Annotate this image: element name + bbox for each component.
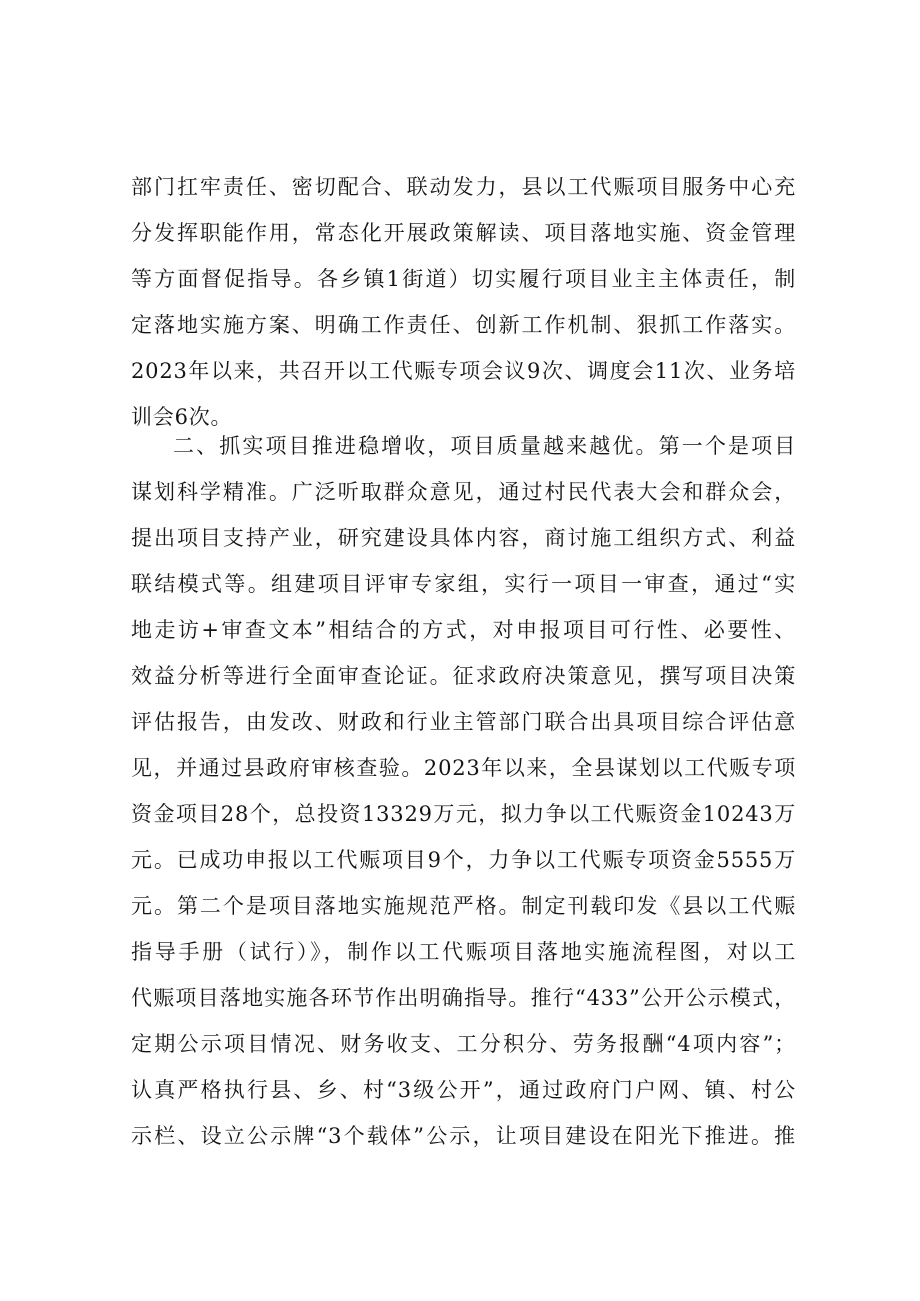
paragraph-line: 指导手册（试行）》，制作以工代赈项目落地实施流程图，对以工: [131, 940, 796, 964]
paragraph-line-first: 二、抓实项目推进稳增收，项目质量越来越优。第一个是项目: [173, 434, 796, 458]
paragraph-line: 分发挥职能作用，常态化开展政策解读、项目落地实施、资金管理: [131, 221, 796, 245]
paragraph-line: 元。第二个是项目落地实施规范严格。制定刊载印发《县以工代赈: [131, 894, 796, 918]
paragraph-line: 定期公示项目情况、财务收支、工分积分、劳务报酬“4项内容”；: [131, 1032, 796, 1056]
paragraph-line-last: 训会6次。: [131, 405, 233, 429]
paragraph-line: 代赈项目落地实施各环节作出明确指导。推行“433”公开公示模式，: [131, 986, 796, 1010]
paragraph-1: [131, 164, 796, 440]
paragraph-line: 评估报告，由发改、财政和行业主管部门联合出具项目综合评估意: [131, 710, 796, 734]
paragraph-line: 认真严格执行县、乡、村“3级公开”，通过政府门户网、镇、村公: [131, 1078, 796, 1102]
paragraph-line: 示栏、设立公示牌“3个载体”公示，让项目建设在阳光下推进。推: [131, 1124, 796, 1148]
paragraph-line: 效益分析等进行全面审查论证。征求政府决策意见，撰写项目决策: [131, 664, 796, 688]
paragraph-line: 元。已成功申报以工代赈项目9个，力争以工代赈专项资金5555万: [131, 848, 796, 872]
paragraph-line: 谋划科学精准。广泛听取群众意见，通过村民代表大会和群众会，: [131, 480, 796, 504]
paragraph-line: 等方面督促指导。各乡镇1街道）切实履行项目业主主体责任，制: [131, 267, 796, 291]
paragraph-line: 资金项目28个，总投资13329万元，拟力争以工代赈资金10243万: [131, 802, 796, 826]
paragraph-line: 部门扛牢责任、密切配合、联动发力，县以工代赈项目服务中心充: [131, 175, 796, 199]
paragraph-line: 见，并通过县政府审核查验。2023年以来，全县谋划以工代贩专项: [131, 756, 796, 780]
paragraph-line: 提出项目支持产业，研究建设具体内容，商讨施工组织方式、利益: [131, 526, 796, 550]
paragraph-line: 地走访+审查文本”相结合的方式，对申报项目可行性、必要性、: [131, 618, 796, 642]
paragraph-line: 2023年以来，共召开以工代赈专项会议9次、调度会11次、业务培: [131, 359, 796, 383]
paragraph-2: [131, 423, 796, 1159]
paragraph-line: 定落地实施方案、明确工作责任、创新工作机制、狠抓工作落实。: [131, 313, 796, 337]
paragraph-line: 联结模式等。组建项目评审专家组，实行一项目一审查，通过“实: [131, 572, 796, 596]
